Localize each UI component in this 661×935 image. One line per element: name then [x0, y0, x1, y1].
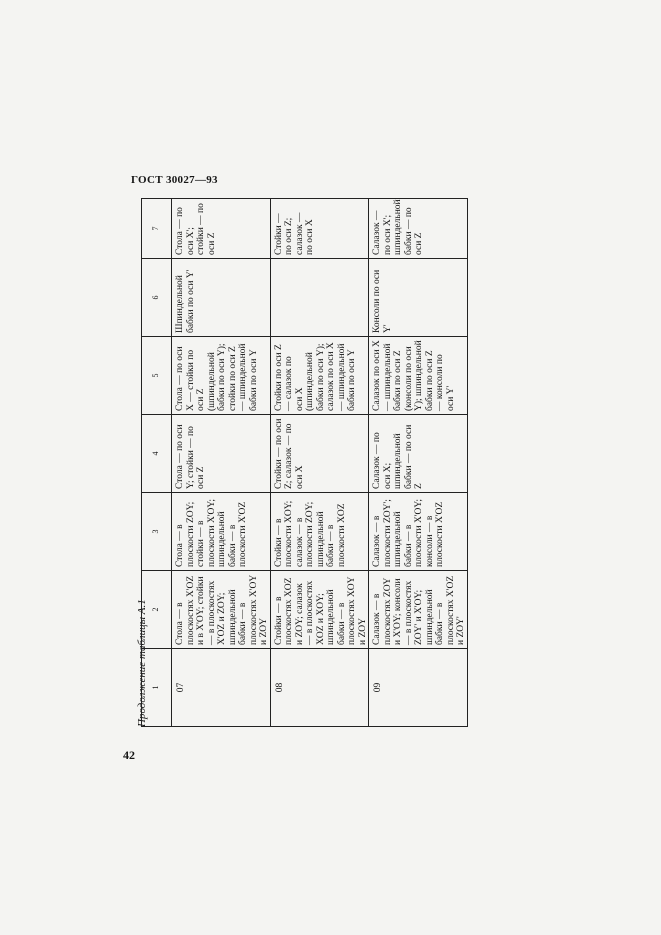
table-cell: Салазок — в плоскости ZOY'; шпиндельной бабки — в плоскости X'OY; консоли — в плоскости X'OZ: [369, 493, 468, 571]
table-cell: Стола — в плоскости ZOY; стойки — в плоскости X'OY; шпиндельной бабки — в плоскости X'OZ: [172, 493, 271, 571]
table-cell: Стола — в плоскостях X'OZ и в X'OY; стойки — в плоскостях X'OZ и ZOY; шпиндельной бабки — в плоскостях X'OY и ZOY: [172, 571, 271, 649]
table-cell: Консоли по оси Y': [369, 259, 468, 337]
table-caption: Продолжение таблицы А.1: [136, 599, 148, 727]
table-cell: Стойки — по оси Z; салазок — по оси X: [270, 415, 369, 493]
table-cell: Салазок — по оси X'; шпиндельной бабки — по оси Z: [369, 199, 468, 259]
row-code: 09: [369, 649, 468, 727]
rotated-table-container: [141, 199, 466, 727]
column-header: 3: [142, 493, 172, 571]
column-header: 6: [142, 259, 172, 337]
table-cell: Салазок — в плоскостях ZOY и X'OY; консоли — в плоскостях ZOY' и X'OY; шпиндельной бабки — в плоскостях X'OZ и ZOY': [369, 571, 468, 649]
row-code: 08: [270, 649, 369, 727]
table-cell: Стойки по оси Z — салазок по оси X (шпиндельной бабки по оси Y); салазок по оси X — шпиндельной бабки по оси Y: [270, 337, 369, 415]
column-header: 4: [142, 415, 172, 493]
table-cell: Салазок по оси X — шпиндельной бабки по оси Z (консоли по оси Y); шпиндельной бабки по оси Z — консоли по оси Y': [369, 337, 468, 415]
table-cell: Стола — по оси X'; стойки — по оси Z: [172, 199, 271, 259]
column-header: 2: [142, 571, 172, 649]
table-cell: Стола — по оси X — стойки по оси Z (шпиндельной бабки по оси Y); стойки по оси Z — шпиндельной бабки по оси Y: [172, 337, 271, 415]
column-header: 5: [142, 337, 172, 415]
table-cell: Салазок — по оси X; шпиндельной бабки — по оси Z: [369, 415, 468, 493]
table-cell: [270, 259, 369, 337]
table-row: [172, 199, 271, 727]
column-header: 1: [142, 649, 172, 727]
table-cell: Стола — по оси Y; стойки — по оси Z: [172, 415, 271, 493]
column-header: 7: [142, 199, 172, 259]
row-code: 07: [172, 649, 271, 727]
continuation-table: [141, 198, 468, 727]
document-header: ГОСТ 30027—93: [131, 174, 218, 186]
table-cell: Стойки — по оси Z; салазок — по оси X: [270, 199, 369, 259]
table-header-row: [142, 199, 172, 727]
page-number: 42: [123, 748, 135, 762]
table-cell: Стойки — в плоскости XOY; салазок — в плоскости ZOY; шпиндельной бабки — в плоскости XOZ: [270, 493, 369, 571]
table-cell: Шпиндельной бабки по оси Y': [172, 259, 271, 337]
table-row: [270, 199, 369, 727]
table-row: [369, 199, 468, 727]
table-cell: Стойки — в плоскостях XOZ и ZOY; салазок — в плоскостях XOZ и XOY; шпиндельной бабки — в плоскостях XOY и ZOY: [270, 571, 369, 649]
